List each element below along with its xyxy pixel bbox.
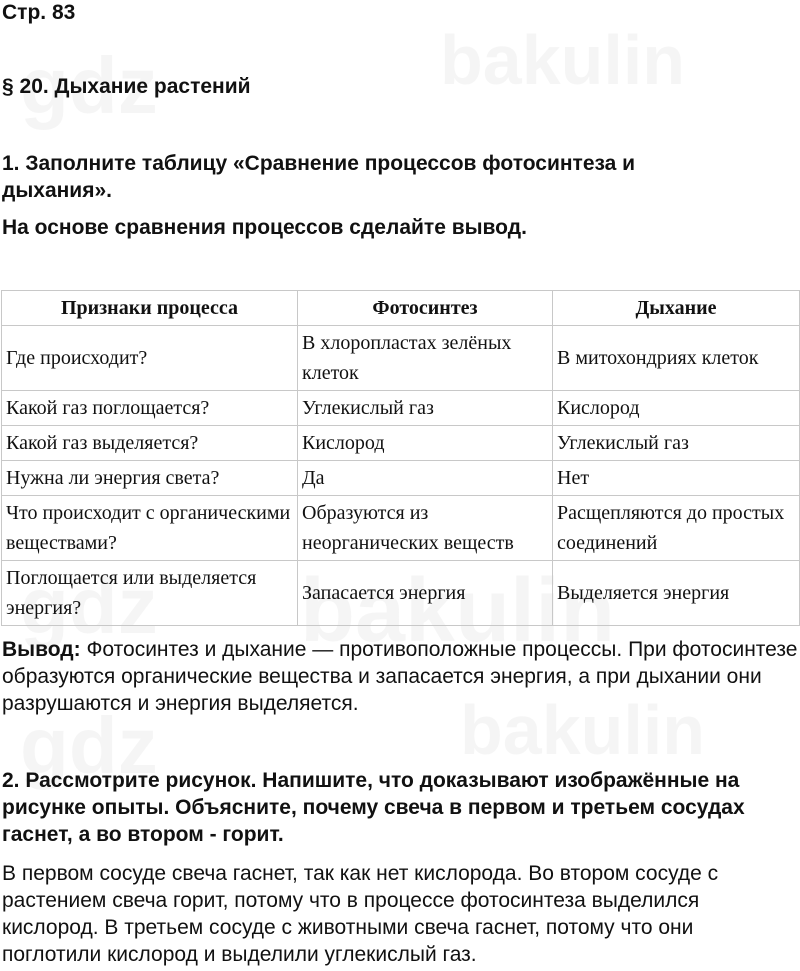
table-cell: Нет <box>553 461 800 496</box>
table-row <box>2 426 800 461</box>
task1-subtitle: На основе сравнения процессов сделайте вывод. <box>2 216 527 239</box>
table-cell: В митохондриях клеток <box>553 326 800 391</box>
table-cell: Да <box>298 461 553 496</box>
table-row <box>2 461 800 496</box>
watermark <box>440 20 685 100</box>
table-row <box>2 561 800 626</box>
task2-answer: В первом сосуде свеча гаснет, так как нет кислорода. Во втором сосуде с растением свеча горит, потому что в процессе фотосинтеза выделился кислород. В третьем сосуде с животными свеча гаснет, потому что они поглотили кислород и выделили углекислый газ. <box>2 862 719 966</box>
conclusion-label: Вывод: <box>2 638 81 661</box>
table-cell: Поглощается или выделяется энергия? <box>2 561 298 626</box>
table-cell: Что происходит с органическими веществами? <box>2 496 298 561</box>
header-criteria: Признаки процесса <box>2 291 298 326</box>
table-cell: Кислород <box>553 391 800 426</box>
table-cell: Запасается энергия <box>298 561 553 626</box>
table-row <box>2 496 800 561</box>
conclusion-paragraph <box>2 636 798 717</box>
section-title: § 20. Дыхание растений <box>2 75 251 98</box>
table-cell: Где происходит? <box>2 326 298 391</box>
table-row <box>2 326 800 391</box>
table-cell: Образуются из неорганических веществ <box>298 496 553 561</box>
task1-title: 1. Заполните таблицу «Сравнение процессов фотосинтеза и дыхания». <box>2 152 636 202</box>
table-cell: Углекислый газ <box>298 391 553 426</box>
table-cell: Углекислый газ <box>553 426 800 461</box>
task2-title: 2. Рассмотрите рисунок. Напишите, что доказывают изображённые на рисунке опыты. Объясните, почему свеча в первом и третьем сосудах гаснет, а во втором - горит. <box>2 769 745 846</box>
table-header-row <box>2 291 800 326</box>
header-photosynthesis: Фотосинтез <box>298 291 553 326</box>
comparison-table <box>1 290 800 626</box>
table-cell: Выделяется энергия <box>553 561 800 626</box>
table-cell: В хлоропластах зелёных клеток <box>298 326 553 391</box>
table-cell: Расщепляются до простых соединений <box>553 496 800 561</box>
table-cell: Кислород <box>298 426 553 461</box>
table-cell: Какой газ поглощается? <box>2 391 298 426</box>
table-row <box>2 391 800 426</box>
table-cell: Нужна ли энергия света? <box>2 461 298 496</box>
header-respiration: Дыхание <box>553 291 800 326</box>
page-label: Стр. 83 <box>2 1 76 24</box>
table-cell: Какой газ выделяется? <box>2 426 298 461</box>
conclusion-text: Фотосинтез и дыхание — противоположные процессы. При фотосинтезе образуются органические вещества и запасается энергия, а при дыхании они разрушаются и энергия выделяется. <box>2 638 798 715</box>
